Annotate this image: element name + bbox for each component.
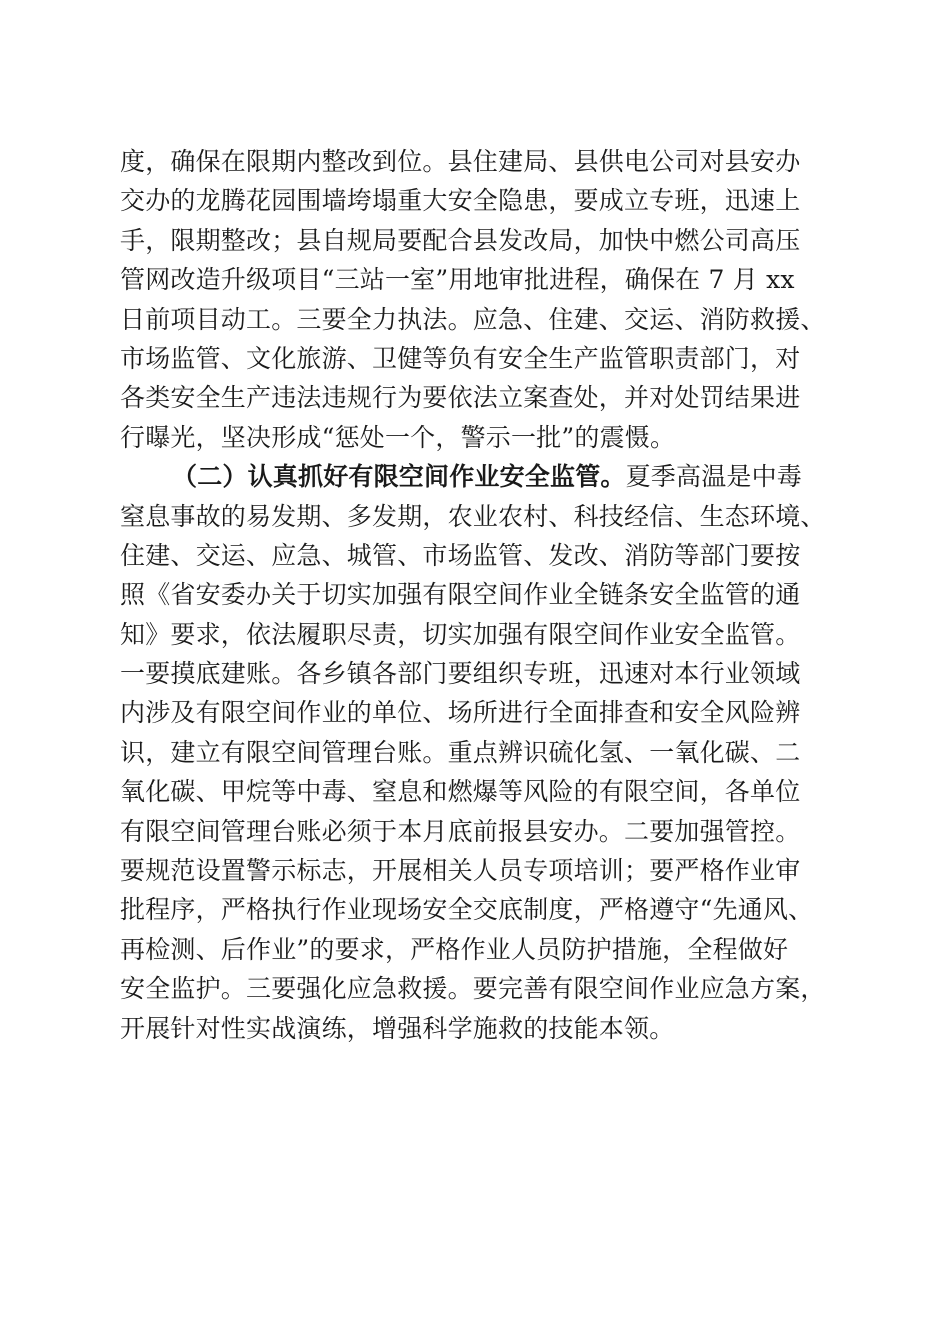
section-heading: （二）认真抓好有限空间作业安全监管。: [172, 462, 626, 492]
document-body: [120, 142, 850, 1048]
text-line: 有限空间管理台账必须于本月底前报县安办。二要加强管控。: [120, 816, 801, 846]
text-line: 交办的龙腾花园围墙垮塌重大安全隐患，要成立专班，迅速上: [120, 186, 801, 216]
text-line: 手，限期整改；县自规局要配合县发改局，加快中燃公司高压: [120, 225, 801, 255]
text-line: 开展针对性实战演练，增强科学施救的技能本领。: [120, 1013, 675, 1043]
text-line: 批程序，严格执行作业现场安全交底制度，严格遵守“先通风、: [120, 895, 814, 925]
paragraph-1: [120, 142, 850, 457]
text-line: 识，建立有限空间管理台账。重点辨识硫化氢、一氧化碳、二: [120, 737, 801, 767]
text-line: 一要摸底建账。各乡镇各部门要组织专班，迅速对本行业领域: [120, 659, 801, 689]
text-line: 管网改造升级项目“三站一室”用地审批进程，确保在 7 月 xx: [120, 265, 795, 295]
text-line: 内涉及有限空间作业的单位、场所进行全面排查和安全风险辨: [120, 698, 801, 728]
text-line: 各类安全生产违法违规行为要依法立案查处，并对处罚结果进: [120, 383, 801, 413]
text-line: 知》要求，依法履职尽责，切实加强有限空间作业安全监管。: [120, 619, 801, 649]
paragraph-2: [120, 457, 850, 1048]
text-line: 安全监护。三要强化应急救援。要完善有限空间作业应急方案，: [120, 974, 826, 1004]
text-line: 市场监管、文化旅游、卫健等负有安全生产监管职责部门，对: [120, 343, 801, 373]
text-line: 行曝光，坚决形成“惩处一个，警示一批”的震慑。: [120, 422, 676, 452]
text-line-first: [120, 457, 850, 496]
heading-line-rest: 夏季高温是中毒: [625, 462, 803, 492]
text-line: 再检测、后作业”的要求，严格作业人员防护措施，全程做好: [120, 934, 789, 964]
text-line: 住建、交运、应急、城管、市场监管、发改、消防等部门要按: [120, 540, 801, 570]
text-line: 要规范设置警示标志，开展相关人员专项培训；要严格作业审: [120, 856, 801, 886]
text-line: 氧化碳、甲烷等中毒、窒息和燃爆等风险的有限空间，各单位: [120, 777, 801, 807]
text-line: 照《省安委办关于切实加强有限空间作业全链条安全监管的通: [120, 580, 801, 610]
text-line: 度，确保在限期内整改到位。县住建局、县供电公司对县安办: [120, 147, 801, 176]
text-line: 日前项目动工。三要全力执法。应急、住建、交运、消防救援、: [120, 304, 826, 334]
text-line: 窒息事故的易发期、多发期，农业农村、科技经信、生态环境、: [120, 501, 826, 531]
